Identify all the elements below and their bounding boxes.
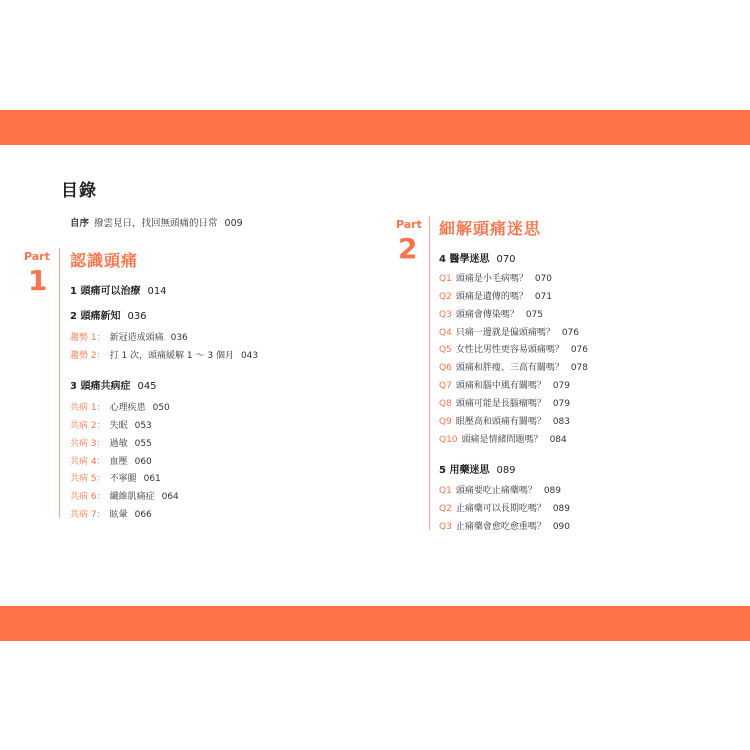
section-title: 2 頭痛新知 <box>70 311 121 322</box>
item-text: 血壓 <box>109 457 128 467</box>
item-page: 061 <box>143 474 161 484</box>
item-text: 止痛藥可以長期吃嗎？ <box>455 504 546 514</box>
item-tag: Q3 <box>439 310 452 320</box>
item-page: 071 <box>534 292 553 302</box>
list-item[interactable] <box>439 432 567 445</box>
list-item[interactable] <box>70 348 258 361</box>
list-item[interactable] <box>439 271 552 284</box>
item-tag: 共病 5： <box>70 474 106 484</box>
list-item[interactable] <box>439 501 570 514</box>
part2-title: 細解頭痛迷思 <box>439 219 542 238</box>
item-text: 頭痛和腦中風有關嗎？ <box>455 381 546 391</box>
item-text: 頭痛要吃止痛藥嗎？ <box>455 486 537 496</box>
item-page: 079 <box>552 381 571 391</box>
item-tag: Q3 <box>439 522 452 532</box>
part1-title: 認識頭痛 <box>70 251 139 270</box>
preface-label: 自序 <box>70 218 90 229</box>
top-orange-band <box>0 110 750 145</box>
page-title: 目錄 <box>61 181 97 201</box>
item-tag: 共病 4： <box>70 457 106 467</box>
item-tag: Q8 <box>439 399 452 409</box>
section-page: 036 <box>127 311 147 322</box>
preface-title: 撥雲見日，找回無頭痛的日常 <box>94 218 218 229</box>
list-item[interactable] <box>439 519 570 532</box>
section-title: 5 用藥迷思 <box>439 465 490 476</box>
item-text: 頭痛是遺傳的嗎？ <box>455 292 528 302</box>
item-page: 076 <box>561 328 580 338</box>
preface-entry[interactable] <box>70 215 243 229</box>
section-title: 3 頭痛共病症 <box>70 381 131 392</box>
list-item[interactable] <box>70 400 170 413</box>
item-page: 050 <box>152 403 170 413</box>
item-page: 090 <box>552 522 571 532</box>
item-text: 眩暈 <box>109 510 128 520</box>
item-text: 失眠 <box>109 421 128 431</box>
item-tag: Q10 <box>439 435 458 445</box>
part2-number: 2 <box>398 232 418 265</box>
section-4[interactable] <box>439 250 516 265</box>
item-tag: 共病 3： <box>70 439 106 449</box>
list-item[interactable] <box>439 396 570 409</box>
item-text: 頭痛會傳染嗎？ <box>455 310 519 320</box>
section-2[interactable] <box>70 307 147 322</box>
item-tag: Q1 <box>439 486 452 496</box>
list-item[interactable] <box>439 360 588 373</box>
list-item[interactable] <box>70 507 152 520</box>
item-text: 過敏 <box>109 439 128 449</box>
section-page: 014 <box>147 286 167 297</box>
item-text: 眼壓高和頭痛有關嗎？ <box>455 417 546 427</box>
list-item[interactable] <box>439 307 543 320</box>
item-tag: 共病 7： <box>70 510 106 520</box>
section-title: 4 醫學迷思 <box>439 254 490 265</box>
list-item[interactable] <box>439 378 570 391</box>
item-text: 頭痛和胖瘦、三高有關嗎？ <box>455 363 564 373</box>
item-tag: Q7 <box>439 381 452 391</box>
item-tag: Q1 <box>439 274 452 284</box>
item-tag: 共病 2： <box>70 421 106 431</box>
item-page: 036 <box>170 333 188 343</box>
item-tag: 共病 6： <box>70 492 106 502</box>
item-page: 070 <box>534 274 553 284</box>
item-page: 064 <box>161 492 179 502</box>
item-tag: 趨勢 2： <box>70 351 106 361</box>
item-text: 女性比男性更容易頭痛嗎？ <box>455 345 564 355</box>
section-title: 1 頭痛可以治療 <box>70 286 141 297</box>
item-tag: Q2 <box>439 292 452 302</box>
item-text: 止痛藥會愈吃愈重嗎？ <box>455 522 546 532</box>
item-tag: Q2 <box>439 504 452 514</box>
item-tag: Q6 <box>439 363 452 373</box>
section-1[interactable] <box>70 282 167 297</box>
list-item[interactable] <box>70 454 152 467</box>
item-tag: Q4 <box>439 328 452 338</box>
part1-number: 1 <box>28 264 48 297</box>
part2-divider <box>429 216 430 530</box>
item-text: 頭痛可能是長腦瘤嗎？ <box>455 399 546 409</box>
item-tag: 趨勢 1： <box>70 333 106 343</box>
part2-label: Part <box>396 218 422 231</box>
item-text: 頭痛是情緒問題嗎？ <box>461 435 543 445</box>
preface-page: 009 <box>224 218 243 229</box>
bottom-orange-band <box>0 606 750 641</box>
item-page: 079 <box>552 399 571 409</box>
item-page: 084 <box>549 435 567 445</box>
item-page: 066 <box>134 510 152 520</box>
item-tag: Q9 <box>439 417 452 427</box>
list-item[interactable] <box>439 483 561 496</box>
list-item[interactable] <box>70 436 152 449</box>
list-item[interactable] <box>70 489 179 502</box>
list-item[interactable] <box>70 418 152 431</box>
item-text: 纖維肌痛症 <box>109 492 155 502</box>
item-page: 055 <box>134 439 152 449</box>
list-item[interactable] <box>439 325 579 338</box>
item-text: 不寧腿 <box>109 474 137 484</box>
section-page: 089 <box>496 465 516 476</box>
item-page: 089 <box>543 486 562 496</box>
item-text: 打 1 次，頭痛緩解 1 ～ 3 個月 <box>109 351 234 361</box>
section-3[interactable] <box>70 377 157 392</box>
section-page: 070 <box>496 254 516 265</box>
list-item[interactable] <box>439 414 570 427</box>
item-page: 089 <box>552 504 571 514</box>
item-page: 043 <box>240 351 259 361</box>
item-text: 新冠造成頭痛 <box>109 333 164 343</box>
item-page: 076 <box>570 345 589 355</box>
list-item[interactable] <box>70 330 188 343</box>
part1-divider <box>59 248 60 518</box>
list-item[interactable] <box>439 342 588 355</box>
part1-label: Part <box>24 250 50 263</box>
item-page: 083 <box>552 417 571 427</box>
item-page: 060 <box>134 457 152 467</box>
list-item[interactable] <box>70 471 161 484</box>
section-page: 045 <box>137 381 157 392</box>
item-page: 075 <box>525 310 544 320</box>
item-page: 053 <box>134 421 152 431</box>
item-tag: 共病 1： <box>70 403 106 413</box>
item-text: 心理疾患 <box>109 403 146 413</box>
item-text: 頭痛是小毛病嗎？ <box>455 274 528 284</box>
section-5[interactable] <box>439 461 516 476</box>
item-tag: Q5 <box>439 345 452 355</box>
item-page: 078 <box>570 363 589 373</box>
item-text: 只痛一邊就是偏頭痛嗎？ <box>455 328 555 338</box>
list-item[interactable] <box>439 289 552 302</box>
